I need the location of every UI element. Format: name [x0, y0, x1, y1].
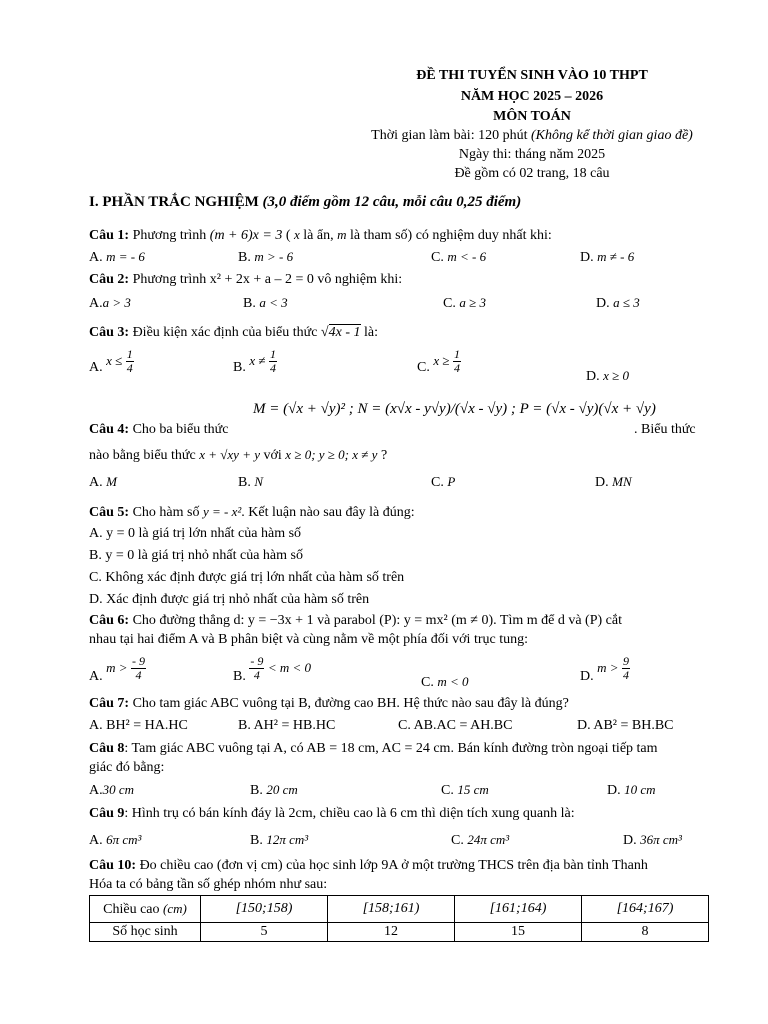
option-d[interactable]: [586, 367, 629, 386]
question-text: : Tam giác ABC vuông tại A, có AB = 18 cm, AC = 24 cm. Bán kính đường tròn ngoại tiếp tam: [124, 741, 658, 756]
option-value: MN: [612, 474, 632, 489]
function: y = - x²: [202, 504, 242, 519]
question-2: [89, 271, 402, 289]
question-text: ?: [377, 448, 388, 463]
option-letter: C.: [443, 296, 456, 311]
denominator: 4: [270, 361, 276, 376]
question-text: . Kết luận nào sau đây là đúng:: [241, 505, 415, 520]
radicand: 4x - 1: [328, 325, 361, 340]
unit: (cm): [163, 900, 187, 916]
table-header-cell: Số học sinh: [90, 923, 201, 942]
option-value: a > 3: [102, 295, 131, 310]
numerator: 9: [623, 654, 630, 669]
variable: x: [294, 227, 300, 242]
question-text: Đo chiều cao (đơn vị cm) của học sinh lớp 9A ở một trường THCS trên địa bàn tỉnh Thanh: [136, 858, 648, 873]
condition: x ≥ 0; y ≥ 0; x ≠ y: [285, 447, 378, 462]
option-d[interactable]: [596, 294, 640, 313]
option-c[interactable]: [431, 473, 455, 492]
time-limit-note: (Không kể thời gian giao đề): [530, 128, 693, 143]
option-d[interactable]: [623, 831, 682, 850]
option-value: m < 0: [437, 674, 469, 689]
option-letter: B.: [238, 475, 251, 490]
option-letter: A.: [89, 669, 103, 684]
option-letter: A.: [89, 783, 103, 798]
question-text: Điều kiện xác định của biểu thức: [129, 325, 321, 340]
question-text: : Hình trụ có bán kính đáy là 2cm, chiều cao là 6 cm thì diện tích xung quanh là:: [124, 806, 575, 821]
table-cell: [161;164): [455, 896, 582, 923]
option-letter: B.: [233, 669, 246, 684]
variable: m: [337, 227, 347, 242]
question-6-line2: nhau tại hai điểm A và B phân biệt và cùng nằm về một phía đối với trục tung:: [89, 632, 528, 647]
option-value: m > - 6: [254, 249, 294, 264]
section-note: (3,0 điểm gồm 12 câu, mỗi câu 0,25 điểm): [262, 194, 522, 210]
expression: x + √xy + y: [199, 447, 260, 462]
option-letter: A.: [89, 833, 103, 848]
question-label: Câu 5:: [89, 505, 130, 520]
table-cell: 15: [455, 923, 582, 942]
numerator: 1: [126, 347, 133, 362]
fraction: [453, 348, 461, 375]
fraction: [622, 655, 630, 682]
option-b[interactable]: [233, 653, 311, 692]
question-label: Câu 6:: [89, 613, 130, 628]
option-value: 10 cm: [624, 782, 656, 797]
numerator: 1: [454, 347, 460, 362]
question-8-line2: giác đó bằng:: [89, 760, 165, 775]
option-b[interactable]: [233, 346, 277, 383]
option-letter: B.: [233, 360, 246, 375]
denominator: 4: [253, 668, 260, 683]
option-letter: C.: [417, 360, 430, 375]
option-relation: x ≥: [433, 353, 450, 368]
exam-title: ĐỀ THI TUYỂN SINH VÀO 10 THPT: [416, 68, 648, 83]
option-value: m ≠ - 6: [597, 249, 635, 264]
school-year: NĂM HỌC 2025 – 2026: [460, 89, 604, 104]
option-value: x ≥ 0: [603, 368, 630, 383]
table-cell: 5: [201, 923, 328, 942]
option-value: N: [254, 474, 264, 489]
option-a[interactable]: A. BH² = HA.HC: [89, 718, 188, 733]
denominator: 4: [126, 361, 133, 376]
question-7: [89, 695, 569, 713]
option-letter: D.: [623, 833, 637, 848]
table-cell: 12: [328, 923, 455, 942]
table-cell: [150;158): [201, 896, 328, 923]
option-value: a ≥ 3: [459, 295, 486, 310]
option-a[interactable]: [89, 653, 146, 692]
option-value: 24π cm³: [467, 832, 510, 847]
option-d[interactable]: D. Xác định được giá trị nhỏ nhất của hàm số trên: [89, 592, 370, 607]
option-d[interactable]: [595, 473, 632, 492]
question-text: Phương trình: [129, 228, 210, 243]
exam-date: Ngày thi: tháng năm 2025: [458, 147, 606, 162]
option-a[interactable]: [89, 294, 131, 313]
table-header-cell: [90, 896, 201, 923]
time-limit-text: Thời gian làm bài: 120 phút: [371, 128, 531, 143]
option-d[interactable]: [580, 653, 630, 692]
question-text: là tham số) có nghiệm duy nhất khi:: [346, 228, 552, 243]
fraction: [131, 655, 146, 682]
option-b[interactable]: [238, 473, 263, 492]
question-label: Câu 8: [89, 741, 125, 756]
option-value: m < - 6: [447, 249, 487, 264]
question-1: [89, 226, 552, 245]
option-relation: < m < 0: [267, 660, 312, 675]
option-value: 20 cm: [266, 782, 298, 797]
option-d[interactable]: D. AB² = BH.BC: [577, 718, 674, 733]
option-value: m = - 6: [106, 249, 145, 264]
option-c[interactable]: [443, 294, 486, 313]
question-9: [89, 805, 575, 823]
question-text: là:: [360, 325, 378, 340]
option-letter: B.: [250, 783, 263, 798]
option-letter: A.: [89, 475, 103, 490]
option-d[interactable]: [607, 781, 656, 800]
question-text: Cho hàm số: [129, 505, 203, 520]
question-8: [89, 740, 658, 758]
option-letter: B.: [238, 250, 251, 265]
question-text: (: [282, 228, 294, 243]
frequency-table: [89, 895, 709, 942]
option-a[interactable]: [89, 781, 134, 800]
option-value: 6π cm³: [106, 832, 142, 847]
option-a[interactable]: [89, 473, 117, 492]
question-text: Cho ba biểu thức: [129, 422, 229, 437]
numerator: - 9: [250, 654, 264, 669]
section-title: I. PHẦN TRẮC NGHIỆM: [89, 194, 263, 210]
option-value: P: [447, 474, 456, 489]
page-count: Đề gồm có 02 trang, 18 câu: [454, 166, 610, 181]
denominator: 4: [623, 668, 630, 683]
table-cell: [164;167): [582, 896, 709, 923]
question-10: [89, 857, 648, 875]
option-letter: C.: [431, 250, 444, 265]
option-c[interactable]: [441, 781, 489, 800]
option-letter: B.: [250, 833, 263, 848]
option-c[interactable]: C. Không xác định được giá trị lớn nhất của hàm số trên: [89, 570, 405, 585]
numerator: - 9: [132, 654, 146, 669]
table-row: [90, 923, 709, 942]
option-value: 30 cm: [102, 782, 135, 797]
option-letter: D.: [596, 296, 610, 311]
option-c[interactable]: [451, 831, 509, 850]
option-c[interactable]: C. AB.AC = AH.BC: [398, 718, 513, 733]
question-3: [89, 324, 378, 342]
option-b[interactable]: B. AH² = HB.HC: [238, 718, 336, 733]
option-letter: C.: [431, 475, 444, 490]
option-c[interactable]: [421, 673, 469, 692]
option-value: a < 3: [259, 295, 288, 310]
numerator: 1: [270, 347, 276, 362]
option-c[interactable]: [417, 346, 461, 383]
question-label: Câu 2:: [89, 272, 130, 287]
question-10-line2: Hóa ta có bảng tần số ghép nhóm như sau:: [89, 877, 328, 892]
option-c[interactable]: [431, 248, 486, 267]
question-text: nào bằng biểu thức: [89, 448, 200, 463]
option-value: M: [106, 474, 117, 489]
question-label: Câu 3:: [89, 325, 130, 340]
option-b[interactable]: [250, 831, 308, 850]
table-row: [90, 896, 709, 923]
question-label: Câu 7:: [89, 696, 130, 711]
option-letter: D.: [580, 669, 594, 684]
fraction: [269, 348, 277, 375]
question-text: Phương trình x² + 2x + a – 2 = 0 vô nghiệm khi:: [129, 272, 403, 287]
option-d[interactable]: [580, 248, 634, 267]
option-relation: x ≠: [249, 353, 266, 368]
option-a[interactable]: A. y = 0 là giá trị lớn nhất của hàm số: [89, 526, 302, 541]
option-value: 36π cm³: [640, 832, 682, 847]
fraction: [249, 655, 264, 682]
denominator: 4: [135, 668, 142, 683]
option-letter: C.: [451, 833, 464, 848]
option-value: 12π cm³: [266, 832, 309, 847]
question-6: [89, 612, 622, 630]
question-text: Cho tam giác ABC vuông tại B, đường cao BH. Hệ thức nào sau đây là đúng?: [129, 696, 569, 711]
option-a[interactable]: [89, 831, 141, 850]
option-letter: C.: [421, 675, 434, 690]
question-text: với: [260, 448, 286, 463]
option-letter: B.: [243, 296, 256, 311]
option-letter: D.: [607, 783, 621, 798]
option-letter: A.: [89, 250, 103, 265]
question-5: [89, 503, 415, 522]
denominator: 4: [454, 361, 460, 376]
option-value: a ≤ 3: [613, 295, 640, 310]
question-text: Cho đường thẳng d: y = −3x + 1 và parabol (P): y = mx² (m ≠ 0). Tìm m để d và (P) cắt: [129, 613, 622, 628]
option-relation: m >: [597, 660, 619, 675]
question-label: Câu 9: [89, 806, 125, 821]
row-label: Chiều cao: [103, 901, 160, 917]
option-relation: x ≤: [106, 353, 123, 368]
option-b[interactable]: [250, 781, 298, 800]
table-cell: 8: [582, 923, 709, 942]
option-a[interactable]: [89, 248, 145, 267]
question-4: [89, 421, 228, 439]
option-b[interactable]: [243, 294, 288, 313]
equation: (m + 6)x = 3: [209, 228, 283, 243]
question-4-line2: [89, 446, 387, 465]
table-cell: [158;161): [328, 896, 455, 923]
option-letter: D.: [586, 369, 600, 384]
question-label: Câu 4:: [89, 422, 130, 437]
option-letter: A.: [89, 296, 103, 311]
question-text: là ẩn,: [299, 228, 338, 243]
formula-line: M = (√x + √y)² ; N = (x√x - y√y)/(√x - √y) ; P = (√x - √y)(√x + √y): [253, 401, 656, 417]
option-b[interactable]: [238, 248, 293, 267]
fraction: [126, 348, 134, 375]
question-label: Câu 1:: [89, 228, 130, 243]
subject: MÔN TOÁN: [493, 109, 571, 124]
option-b[interactable]: B. y = 0 là giá trị nhỏ nhất của hàm số: [89, 548, 303, 563]
option-letter: A.: [89, 360, 103, 375]
option-relation: m >: [106, 660, 128, 675]
option-letter: D.: [580, 250, 594, 265]
time-limit: [300, 127, 764, 145]
question-label: Câu 10:: [89, 858, 137, 873]
question-4-end: . Biểu thức: [634, 422, 696, 437]
radical-expression: √4x - 1: [320, 325, 361, 340]
option-letter: D.: [595, 475, 609, 490]
section-heading: [89, 193, 521, 211]
option-letter: C.: [441, 783, 454, 798]
option-value: 15 cm: [457, 782, 489, 797]
option-a[interactable]: [89, 346, 134, 383]
